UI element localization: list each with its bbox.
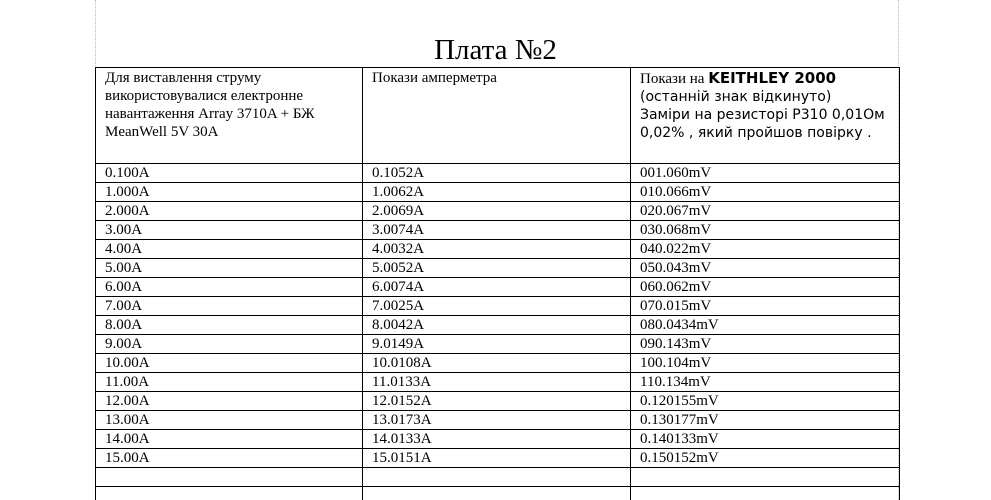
- table-row: [96, 202, 900, 221]
- cell-ammeter: 13.0173A: [363, 411, 631, 430]
- cell-set-current: 13.00A: [96, 411, 363, 430]
- table-row: [96, 164, 900, 183]
- document-title: Плата №2: [434, 34, 557, 66]
- cell-ammeter: 8.0042A: [363, 316, 631, 335]
- header-keithley-note: (останній знак відкинуто): [640, 89, 832, 105]
- empty-cell: [631, 468, 900, 487]
- cell-keithley: 0.130177mV: [631, 411, 900, 430]
- cell-ammeter: 7.0025A: [363, 297, 631, 316]
- header-ammeter: Покази амперметра: [363, 68, 631, 164]
- table-row: [96, 430, 900, 449]
- cell-keithley: 030.068mV: [631, 221, 900, 240]
- table-header-row: [96, 68, 900, 164]
- table-row: [96, 449, 900, 468]
- cell-set-current: 5.00A: [96, 259, 363, 278]
- header-keithley-detail: Заміри на резисторі Р310 0,01Ом 0,02% , який пройшов повірку .: [640, 107, 885, 141]
- table-row: [96, 278, 900, 297]
- cell-ammeter: 10.0108A: [363, 354, 631, 373]
- cell-ammeter: 15.0151A: [363, 449, 631, 468]
- table-row: [96, 183, 900, 202]
- cell-keithley: 050.043mV: [631, 259, 900, 278]
- cell-ammeter: 3.0074A: [363, 221, 631, 240]
- table-row: [96, 392, 900, 411]
- cell-ammeter: 9.0149A: [363, 335, 631, 354]
- cell-ammeter: 2.0069A: [363, 202, 631, 221]
- cell-set-current: 9.00A: [96, 335, 363, 354]
- empty-cell: [363, 487, 631, 500]
- empty-cell: [363, 468, 631, 487]
- table-row: [96, 335, 900, 354]
- header-keithley-prefix: Покази на: [640, 71, 709, 87]
- cell-ammeter: 0.1052A: [363, 164, 631, 183]
- cell-keithley: 060.062mV: [631, 278, 900, 297]
- empty-cell: [96, 487, 363, 500]
- table-row: [96, 354, 900, 373]
- cell-ammeter: 11.0133A: [363, 373, 631, 392]
- cell-keithley: 0.140133mV: [631, 430, 900, 449]
- table-row: [96, 297, 900, 316]
- cell-keithley: 0.120155mV: [631, 392, 900, 411]
- cell-keithley: 070.015mV: [631, 297, 900, 316]
- cell-set-current: 1.000A: [96, 183, 363, 202]
- cell-set-current: 12.00A: [96, 392, 363, 411]
- empty-cell: [96, 468, 363, 487]
- cell-keithley: 001.060mV: [631, 164, 900, 183]
- cell-ammeter: 12.0152A: [363, 392, 631, 411]
- table-row: [96, 240, 900, 259]
- header-keithley: [631, 68, 900, 164]
- header-keithley-brand: KEITHLEY 2000: [708, 69, 837, 87]
- cell-keithley: 100.104mV: [631, 354, 900, 373]
- cell-set-current: 7.00A: [96, 297, 363, 316]
- cell-set-current: 0.100A: [96, 164, 363, 183]
- cell-keithley: 080.0434mV: [631, 316, 900, 335]
- cell-keithley: 010.066mV: [631, 183, 900, 202]
- cell-ammeter: 6.0074A: [363, 278, 631, 297]
- table-row: [96, 411, 900, 430]
- cell-set-current: 11.00A: [96, 373, 363, 392]
- measurement-table: [95, 67, 900, 500]
- empty-cell: [631, 487, 900, 500]
- header-set-current: Для виставлення струму використовувалися електронне навантаження Array 3710A + БЖ MeanWell 5V 30A: [96, 68, 363, 164]
- cell-ammeter: 4.0032A: [363, 240, 631, 259]
- cell-keithley: 110.134mV: [631, 373, 900, 392]
- table-row: [96, 316, 900, 335]
- table-row: [96, 373, 900, 392]
- cell-keithley: 090.143mV: [631, 335, 900, 354]
- table-body: [96, 164, 900, 500]
- cell-ammeter: 5.0052A: [363, 259, 631, 278]
- cell-set-current: 6.00A: [96, 278, 363, 297]
- cell-keithley: 040.022mV: [631, 240, 900, 259]
- cell-set-current: 10.00A: [96, 354, 363, 373]
- cell-keithley: 0.150152mV: [631, 449, 900, 468]
- cell-ammeter: 14.0133A: [363, 430, 631, 449]
- cell-set-current: 14.00A: [96, 430, 363, 449]
- cell-set-current: 4.00A: [96, 240, 363, 259]
- cell-set-current: 2.000A: [96, 202, 363, 221]
- cell-set-current: 15.00A: [96, 449, 363, 468]
- table-row-empty: [96, 468, 900, 487]
- table-row-empty: [96, 487, 900, 500]
- cell-set-current: 3.00A: [96, 221, 363, 240]
- table-row: [96, 259, 900, 278]
- table-row: [96, 221, 900, 240]
- cell-ammeter: 1.0062A: [363, 183, 631, 202]
- cell-keithley: 020.067mV: [631, 202, 900, 221]
- cell-set-current: 8.00A: [96, 316, 363, 335]
